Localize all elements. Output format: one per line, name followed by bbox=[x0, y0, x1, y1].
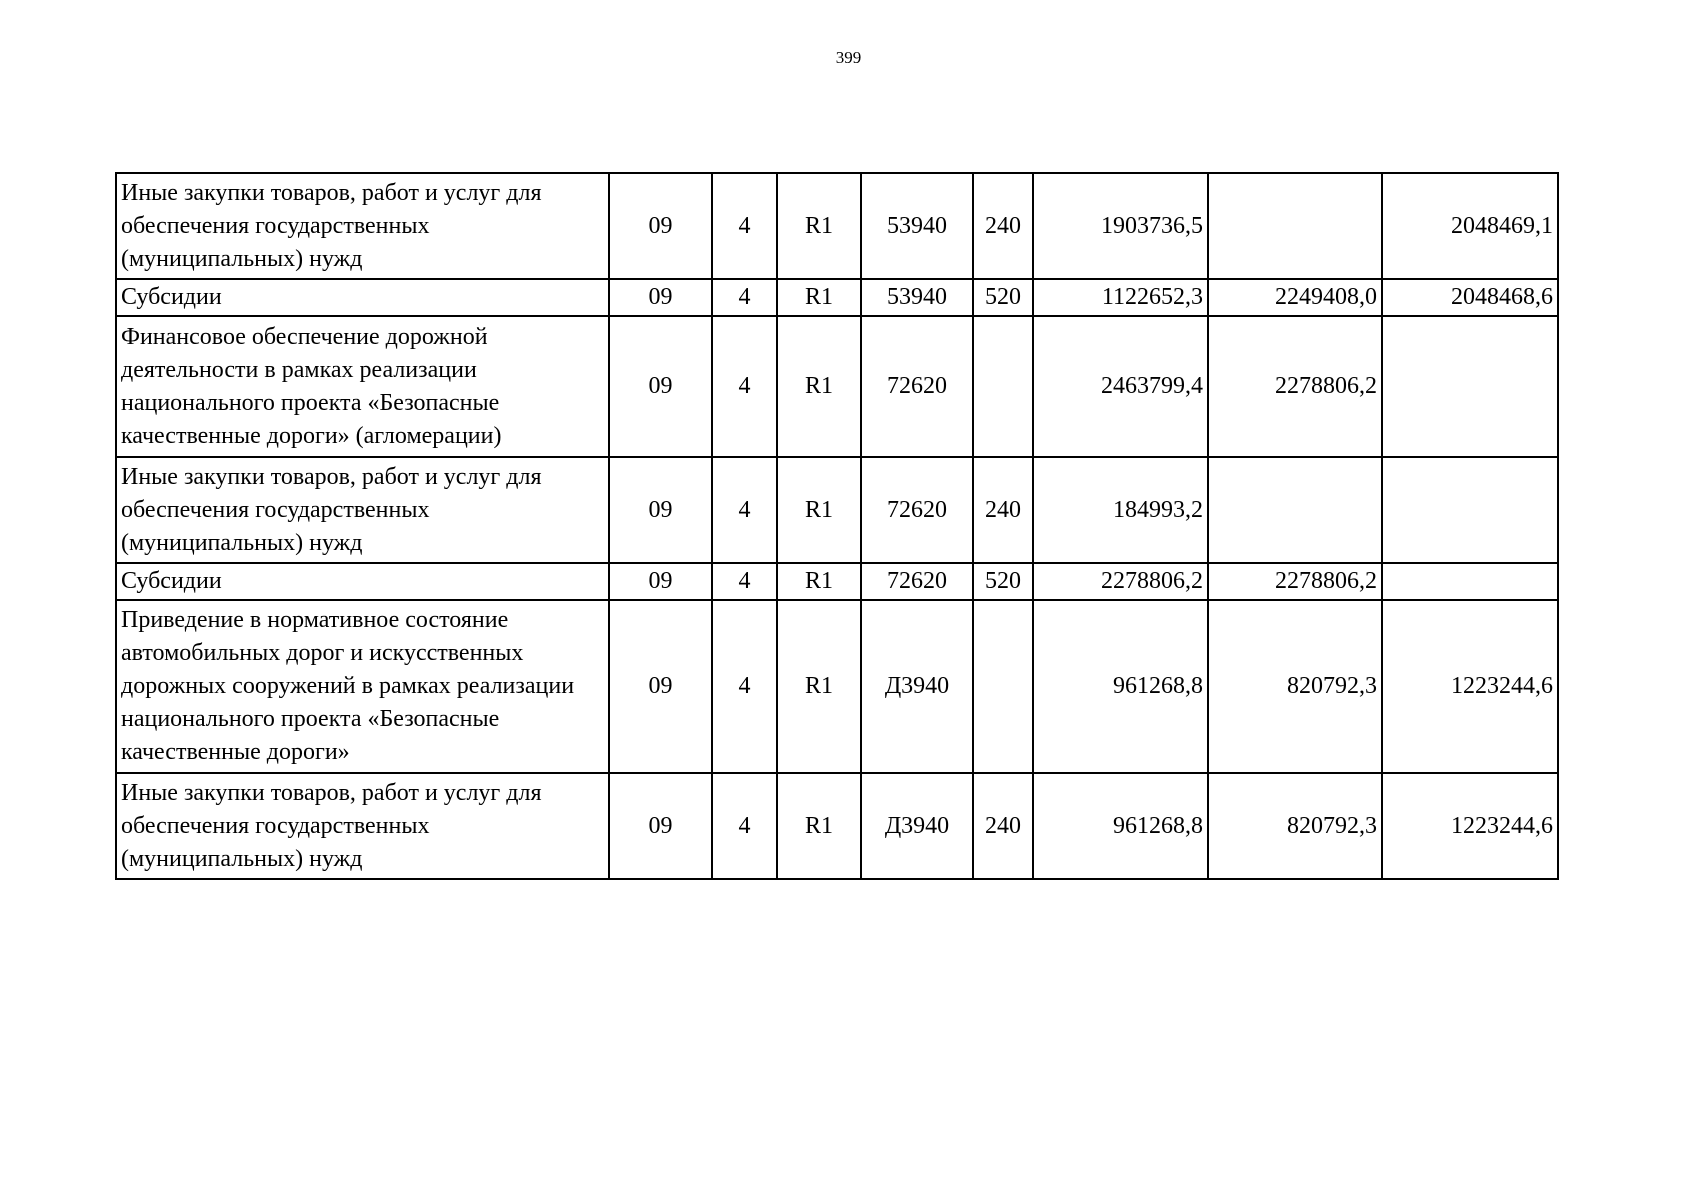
program-code: 4 bbox=[712, 316, 777, 457]
amount-2: 2278806,2 bbox=[1208, 563, 1382, 600]
amount-1: 184993,2 bbox=[1033, 457, 1208, 563]
amount-2 bbox=[1208, 457, 1382, 563]
amount-1: 1903736,5 bbox=[1033, 173, 1208, 279]
amount-3 bbox=[1382, 563, 1558, 600]
amount-3: 2048469,1 bbox=[1382, 173, 1558, 279]
amount-2: 2249408,0 bbox=[1208, 279, 1382, 316]
table-row bbox=[116, 563, 1558, 600]
direction-code: 53940 bbox=[861, 173, 973, 279]
row-name: Иные закупки товаров, работ и услуг для обеспечения государственных (муниципальных) нужд bbox=[116, 773, 609, 879]
expense-type-code: 240 bbox=[973, 773, 1033, 879]
direction-code: 53940 bbox=[861, 279, 973, 316]
direction-code: 72620 bbox=[861, 563, 973, 600]
page-number: 399 bbox=[835, 48, 862, 67]
budget-table bbox=[115, 172, 1559, 880]
direction-code: 72620 bbox=[861, 457, 973, 563]
section-code: 09 bbox=[609, 457, 712, 563]
row-name: Приведение в нормативное состояние автомобильных дорог и искусственных дорожных сооружений в рамках реализации национального проекта «Безопасные качественные дороги» bbox=[116, 600, 609, 773]
project-code: R1 bbox=[777, 563, 861, 600]
program-code: 4 bbox=[712, 457, 777, 563]
amount-3: 1223244,6 bbox=[1382, 773, 1558, 879]
amount-1: 2463799,4 bbox=[1033, 316, 1208, 457]
amount-3: 1223244,6 bbox=[1382, 600, 1558, 773]
row-name: Иные закупки товаров, работ и услуг для обеспечения государственных (муниципальных) нужд bbox=[116, 173, 609, 279]
amount-1: 961268,8 bbox=[1033, 773, 1208, 879]
amount-1: 1122652,3 bbox=[1033, 279, 1208, 316]
program-code: 4 bbox=[712, 600, 777, 773]
program-code: 4 bbox=[712, 773, 777, 879]
project-code: R1 bbox=[777, 279, 861, 316]
project-code: R1 bbox=[777, 316, 861, 457]
program-code: 4 bbox=[712, 279, 777, 316]
amount-2: 820792,3 bbox=[1208, 773, 1382, 879]
table-row bbox=[116, 773, 1558, 879]
expense-type-code bbox=[973, 316, 1033, 457]
amount-1: 2278806,2 bbox=[1033, 563, 1208, 600]
table-row bbox=[116, 600, 1558, 773]
expense-type-code: 520 bbox=[973, 279, 1033, 316]
program-code: 4 bbox=[712, 563, 777, 600]
row-name: Иные закупки товаров, работ и услуг для обеспечения государственных (муниципальных) нужд bbox=[116, 457, 609, 563]
section-code: 09 bbox=[609, 173, 712, 279]
section-code: 09 bbox=[609, 600, 712, 773]
project-code: R1 bbox=[777, 773, 861, 879]
expense-type-code: 240 bbox=[973, 457, 1033, 563]
amount-1: 961268,8 bbox=[1033, 600, 1208, 773]
amount-3: 2048468,6 bbox=[1382, 279, 1558, 316]
section-code: 09 bbox=[609, 279, 712, 316]
expense-type-code bbox=[973, 600, 1033, 773]
section-code: 09 bbox=[609, 773, 712, 879]
direction-code: 72620 bbox=[861, 316, 973, 457]
table-row bbox=[116, 316, 1558, 457]
table-row bbox=[116, 279, 1558, 316]
amount-3 bbox=[1382, 316, 1558, 457]
direction-code: Д3940 bbox=[861, 773, 973, 879]
table-row bbox=[116, 457, 1558, 563]
amount-2: 2278806,2 bbox=[1208, 316, 1382, 457]
project-code: R1 bbox=[777, 173, 861, 279]
table-row bbox=[116, 173, 1558, 279]
project-code: R1 bbox=[777, 457, 861, 563]
row-name: Финансовое обеспечение дорожной деятельности в рамках реализации национального проекта «Безопасные качественные дороги» (агломерации) bbox=[116, 316, 609, 457]
section-code: 09 bbox=[609, 563, 712, 600]
amount-2 bbox=[1208, 173, 1382, 279]
row-name: Субсидии bbox=[116, 279, 609, 316]
amount-3 bbox=[1382, 457, 1558, 563]
amount-2: 820792,3 bbox=[1208, 600, 1382, 773]
section-code: 09 bbox=[609, 316, 712, 457]
direction-code: Д3940 bbox=[861, 600, 973, 773]
project-code: R1 bbox=[777, 600, 861, 773]
program-code: 4 bbox=[712, 173, 777, 279]
row-name: Субсидии bbox=[116, 563, 609, 600]
expense-type-code: 520 bbox=[973, 563, 1033, 600]
expense-type-code: 240 bbox=[973, 173, 1033, 279]
